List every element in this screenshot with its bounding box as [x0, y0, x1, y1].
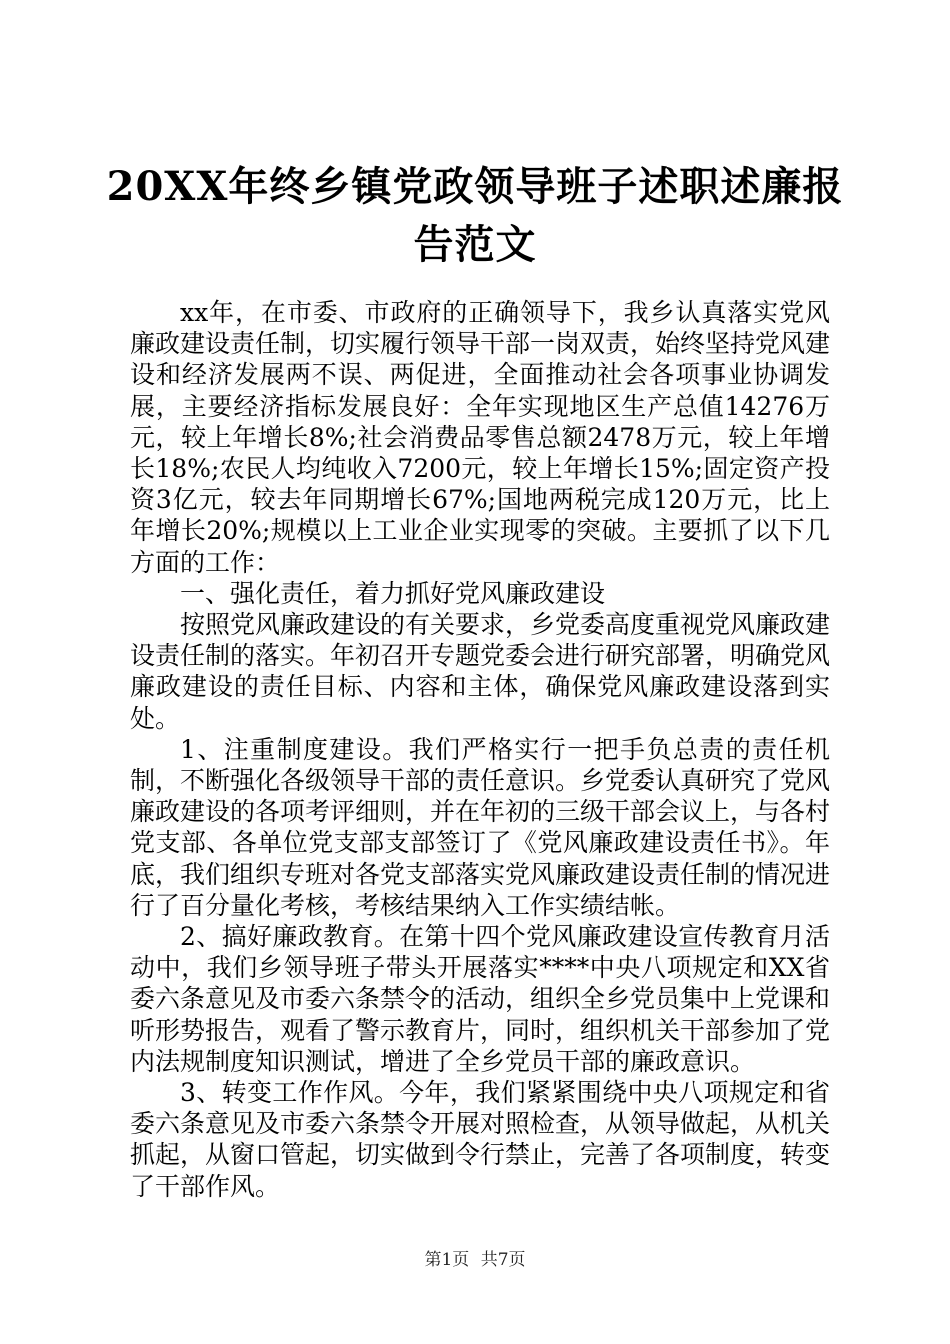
paragraph-item-3: 3、转变工作作风。今年，我们紧紧围绕中央八项规定和省委六条意见及市委六条禁令开展对照检查，从领导做起，从机关抓起，从窗口管起，切实做到令行禁止，完善了各项制度，转变了干部作风。 [130, 1078, 831, 1201]
document-body [130, 297, 830, 1202]
page-footer [0, 1245, 950, 1270]
document-title: 20XX年终乡镇党政领导班子述职述廉报告范文 [106, 163, 844, 268]
paragraph-item-2: 2、搞好廉政教育。在第十四个党风廉政建设宣传教育月活动中，我们乡领导班子带头开展落实****中央八项规定和XX省委六条意见及市委六条禁令的活动，组织全乡党员集中上党课和听形势报告，观看了警示教育片，同时，组织机关干部参加了党内法规制度知识测试，增进了全乡党员干部的廉政意识。 [130, 922, 831, 1076]
page-total: 共7页 [480, 1250, 526, 1270]
paragraph-intro: xx年，在市委、市政府的正确领导下，我乡认真落实党风廉政建设责任制，切实履行领导干部一岗双责，始终坚持党风建设和经济发展两不误、两促进，全面推动社会各项事业协调发展，主要经济指标发展良好：全年实现地区生产总值14276万元，较上年增长8%;社会消费品零售总额2478万元，较上年增长18%;农民人均纯收入7200元，较上年增长15%;固定资产投资3亿元，较去年同期增长67%;国地两税完成120万元，比上年增长20%;规模以上工业企业实现零的突破。主要抓了以下几方面的工作： [130, 298, 831, 577]
page-number: 第1页 [424, 1250, 470, 1270]
paragraph-item-1: 1、注重制度建设。我们严格实行一把手负总责的责任机制，不断强化各级领导干部的责任意识。乡党委认真研究了党风廉政建设的各项考评细则，并在年初的三级干部会议上，与各村党支部、各单位党支部支部签订了《党风廉政建设责任书》。年底，我们组织专班对各党支部落实党风廉政建设责任制的情况进行了百分量化考核，考核结果纳入工作实绩结帐。 [130, 734, 831, 920]
section-heading-1: 一、强化责任，着力抓好党风廉政建设 [180, 578, 606, 608]
paragraph-section-1: 按照党风廉政建设的有关要求，乡党委高度重视党风廉政建设责任制的落实。年初召开专题党委会进行研究部署，明确党风廉政建设的责任目标、内容和主体，确保党风廉政建设落到实处。 [130, 610, 831, 733]
